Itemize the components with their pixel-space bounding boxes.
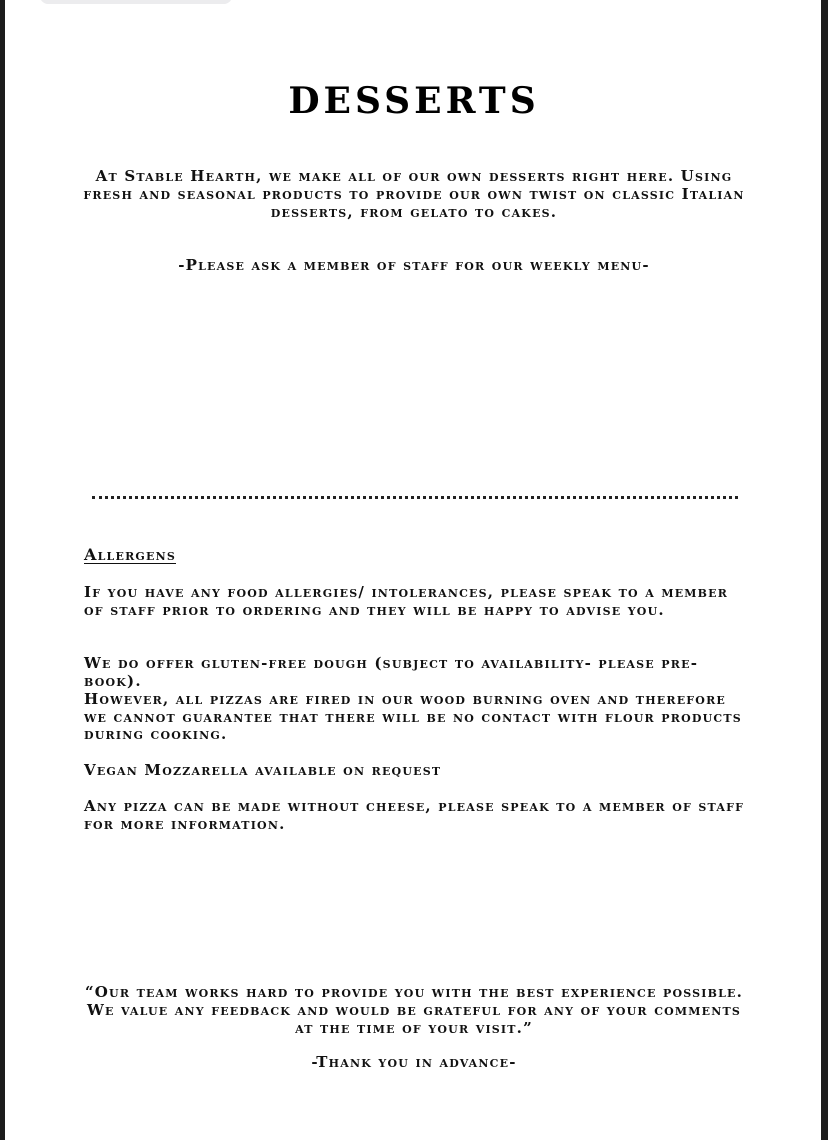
allergy-advice-text: If you have any food allergies/ intolerances, please speak to a member of staff prior to ordering and they will be happy to advise you. — [84, 583, 729, 619]
vegan-mozzarella-text: Vegan Mozzarella available on request — [84, 761, 442, 779]
page-title: DESSERTS — [288, 80, 540, 122]
feedback-quote: “Our team works hard to provide you with the best experience possible. We value any feedback and would be grateful for any of your comments at the time of your visit.” — [84, 983, 744, 1037]
gluten-free-text: We do offer gluten-free dough (subject to availability- please pre-book). — [84, 654, 699, 690]
oven-warning-text: However, all pizzas are fired in our wood burning oven and therefore we cannot guarantee that there will be no contact with flour products during cooking. — [84, 690, 742, 744]
right-screen-edge — [821, 0, 828, 1140]
allergens-heading: Allergens — [84, 545, 176, 564]
no-cheese-text: Any pizza can be made without cheese, please speak to a member of staff for more information. — [84, 797, 745, 833]
thank-you-note: -Thank you in advance- — [311, 1053, 517, 1071]
left-screen-edge — [0, 0, 5, 1140]
weekly-menu-note: -Please ask a member of staff for our weekly menu- — [178, 256, 650, 274]
dotted-divider — [92, 496, 738, 499]
top-handle — [40, 0, 232, 4]
desserts-intro: At Stable Hearth, we make all of our own desserts right here. Using fresh and seasonal products to provide our own twist on classic Italian desserts, from gelato to cakes. — [83, 167, 745, 221]
